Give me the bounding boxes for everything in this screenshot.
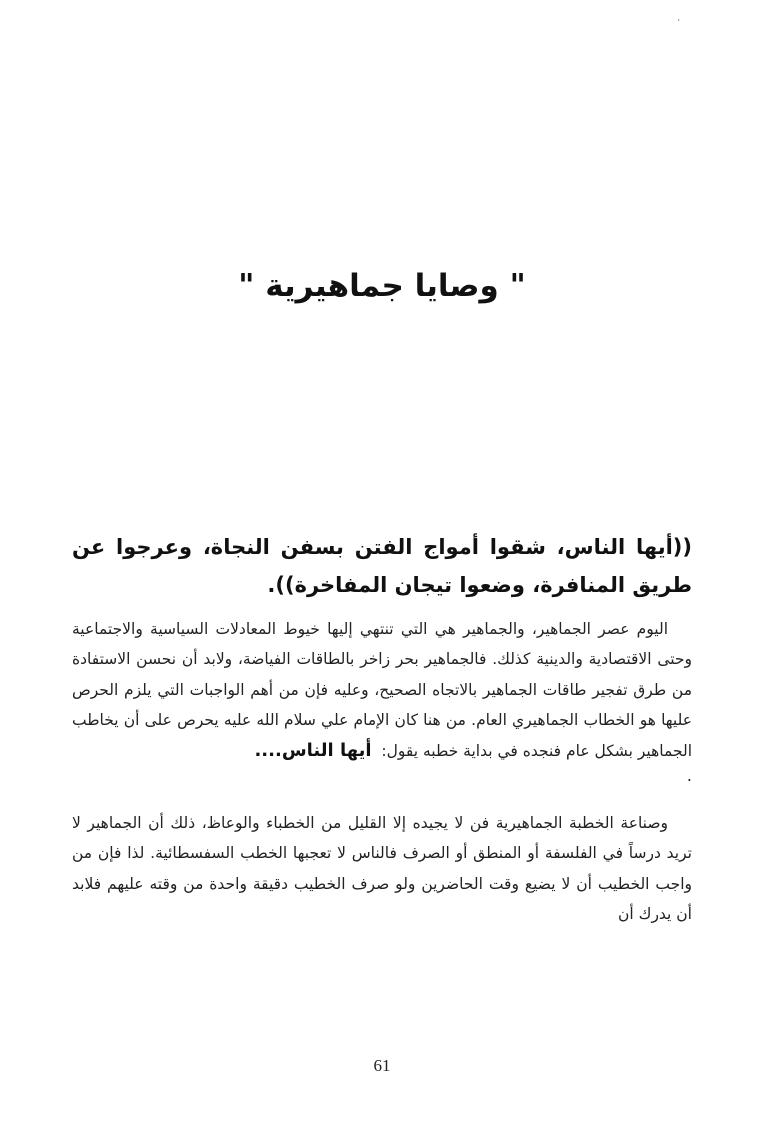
stray-dot: . xyxy=(686,766,692,786)
paragraph-1-text: اليوم عصر الجماهير، والجماهير هي التي تنتهي إليها خيوط المعادلات السياسية والاجتماعية وحتى الاقتصادية والدينية كذلك. فالجماهير بحر زاخر بالطاقات الفياضة، ولابد أن نحسن الاستفادة من طرق تفجير طاقات الجماهير بالاتجاه الصحيح، وعليه فإن من أهم الواجبات التي يلزم الحرص عليها هو الخطاب الجماهيري العام. من هنا كان الإمام علي سلام الله عليه يحرص على أن يخاطب الجماهير بشكل عام فنجده في بداية خطبه يقول: xyxy=(72,620,692,760)
chapter-title: " وصايا جماهيرية " xyxy=(238,268,526,304)
page-number: 61 xyxy=(373,1056,391,1075)
corner-mark: ، xyxy=(677,14,680,24)
paragraph-1-emphasis: أيها الناس.... xyxy=(254,739,372,761)
opening-quote: ((أيها الناس، شقوا أمواج الفتن بسفن النجاة، وعرجوا عن طريق المنافرة، وضعوا تيجان المفاخرة)). xyxy=(72,535,692,597)
body-content xyxy=(72,528,692,930)
paragraph-1 xyxy=(72,614,692,786)
paragraph-2: وصناعة الخطبة الجماهيرية فن لا يجيده إلا القليل من الخطباء والوعاظ، ذلك أن الجماهير لا تريد درساً في الفلسفة أو المنطق أو الصرف فالناس لا تعجبها الخطب السفسطائية. لذا فإن من واجب الخطيب أن لا يضيع وقت الحاضرين ولو صرف الخطيب دقيقة واحدة من وقته عليهم فلابد أن يدرك أن xyxy=(72,814,692,924)
